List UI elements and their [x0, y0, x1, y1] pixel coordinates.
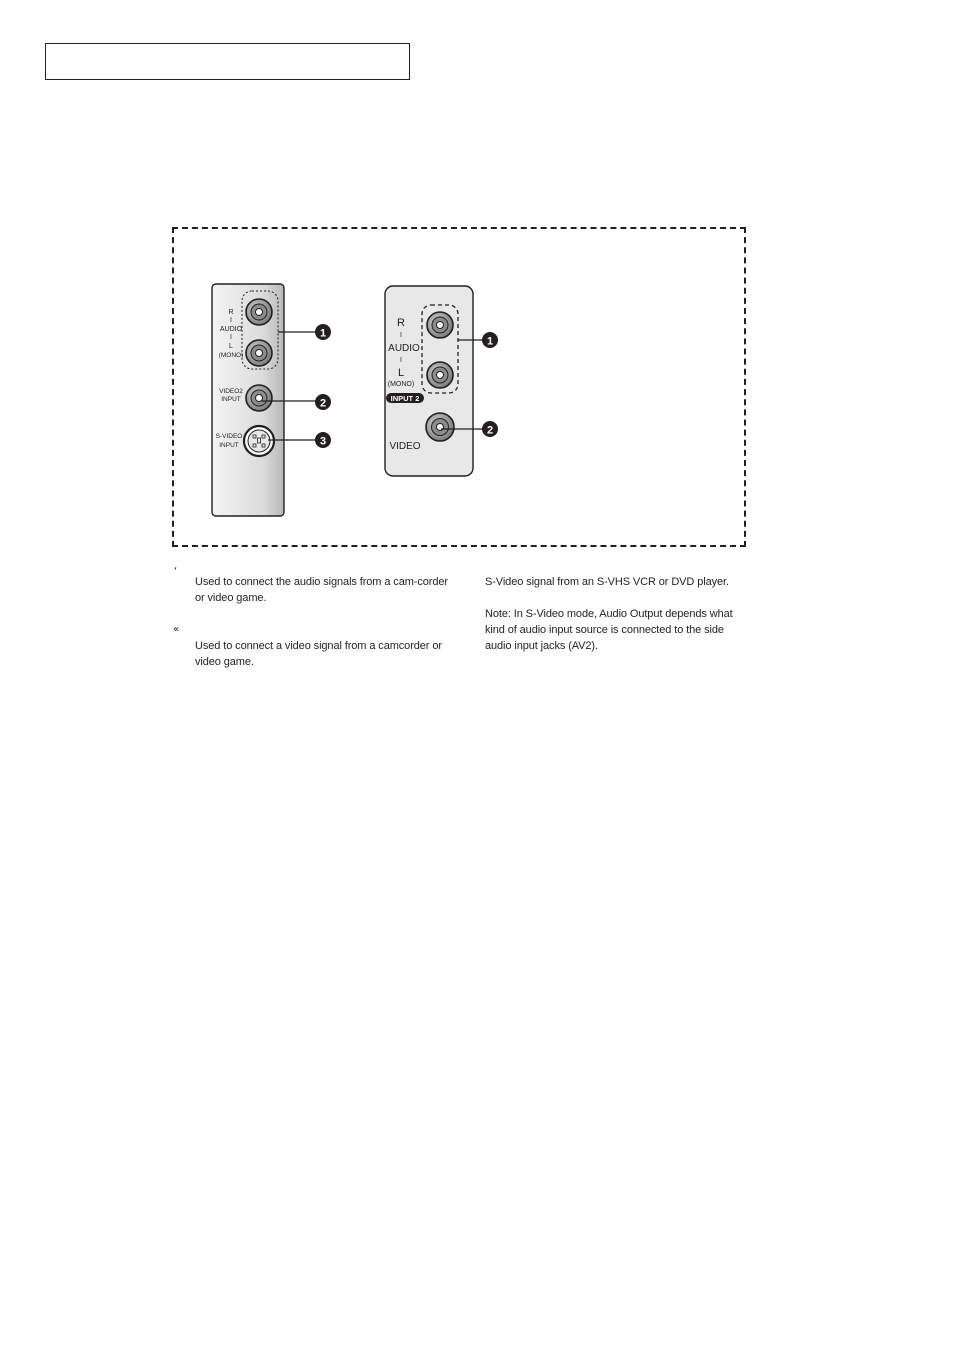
right-side-panel	[385, 286, 498, 476]
left-callout-2	[315, 394, 331, 410]
right-label-sep1: I	[400, 332, 402, 339]
description-svideo: S-Video signal from an S-VHS VCR or DVD player.	[485, 576, 729, 588]
left-callout-3	[315, 432, 331, 448]
right-label-audio: AUDIO	[388, 343, 420, 354]
s-video-input-jack[interactable]	[244, 426, 274, 456]
left-label-input-a: INPUT	[221, 396, 241, 403]
description-video: Used to connect a video signal from a camcorder or video game.	[195, 640, 442, 668]
left-label-input-b: INPUT	[219, 442, 239, 449]
left-label-svideo: S-VIDEO	[215, 433, 243, 440]
left-label-sep2: I	[230, 334, 232, 341]
left-label-l: L	[229, 343, 233, 350]
audio-r-jack[interactable]	[246, 299, 272, 325]
left-label-video2: VIDEO2	[219, 388, 243, 395]
input2-badge	[386, 393, 424, 403]
left-callout-1-text: 1	[319, 327, 327, 340]
description-audio: Used to connect the audio signals from a cam-corder or video game.	[195, 576, 448, 604]
bullet-2: «	[173, 624, 180, 635]
input2-badge-text: INPUT 2	[390, 394, 420, 403]
right-label-video: VIDEO	[389, 441, 421, 452]
svideo-note: Note: In S-Video mode, Audio Output depends what kind of audio input source is connected to the side audio input jacks (AV2).	[485, 608, 733, 652]
right-label-l: L	[397, 367, 405, 379]
left-side-panel	[212, 284, 331, 516]
right-callout-1	[482, 332, 498, 348]
left-callout-2-text: 2	[319, 397, 327, 410]
right-label-r: R	[397, 317, 405, 329]
audio-l-jack[interactable]	[246, 340, 272, 366]
left-callout-1	[315, 324, 331, 340]
left-callout-3-text: 3	[319, 435, 327, 448]
right-video-jack[interactable]	[426, 413, 454, 441]
right-callout-1-text: 1	[486, 335, 494, 348]
right-audio-r-jack[interactable]	[427, 312, 453, 338]
left-label-sep1: I	[230, 317, 232, 324]
video2-input-jack[interactable]	[246, 385, 272, 411]
right-audio-l-jack[interactable]	[427, 362, 453, 388]
right-callout-2	[482, 421, 498, 437]
right-label-sep2: I	[400, 357, 402, 364]
right-label-mono: (MONO)	[387, 381, 415, 388]
right-callout-2-text: 2	[486, 424, 494, 437]
left-label-r: R	[228, 309, 234, 316]
left-label-mono: (MONO)	[218, 352, 244, 359]
left-label-audio: AUDIO	[219, 326, 243, 333]
bullet-1: ‘	[174, 566, 178, 577]
